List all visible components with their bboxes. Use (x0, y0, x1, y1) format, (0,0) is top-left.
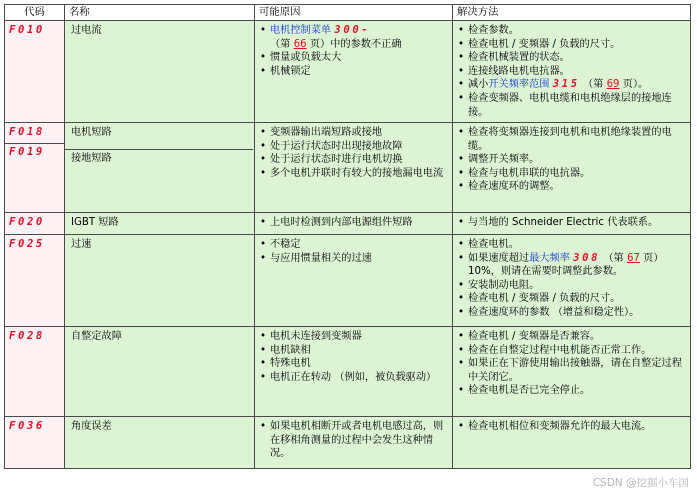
bullet-dot: • (260, 127, 267, 138)
fault-code-cell (5, 21, 65, 123)
page-ref-link: 67 (626, 252, 640, 264)
param-link-label: 电机控制菜单 (270, 25, 332, 36)
list-item (457, 65, 686, 79)
item-text: 检查电机 / 变频器 / 负载的尺寸。 (468, 293, 621, 305)
table-row (5, 21, 691, 123)
fault-name: 角度误差 (71, 421, 112, 432)
item-text: 电机缺相 (270, 344, 311, 356)
item-text: 检查电机是否已完全停止。 (468, 385, 591, 397)
item-text: 如果速度超过 (468, 252, 530, 264)
cause-list (259, 216, 448, 230)
fault-code-display: F018 (9, 126, 45, 138)
list-item (259, 420, 448, 461)
list-item (457, 167, 686, 181)
item-text: 多个电机并联时有较大的接地漏电电流 (270, 167, 444, 179)
cause-cell (255, 123, 453, 213)
bullet-dot: • (458, 25, 465, 36)
item-text: 检查在自整定过程中电机能否正常工作。 (468, 344, 652, 356)
bullet-dot: • (260, 421, 267, 432)
param-link-label: 开关频率范围 (488, 79, 550, 91)
fault-code-cell (5, 417, 65, 469)
item-text: 电机未连接到变频器 (270, 331, 362, 342)
fault-name-cell (65, 213, 255, 235)
bullet-dot: • (458, 65, 465, 77)
list-item (259, 344, 448, 358)
bullet-dot: • (458, 293, 465, 305)
cause-cell (255, 417, 453, 469)
list-item (259, 65, 448, 79)
bullet-dot: • (458, 385, 465, 397)
item-text: 检查速度环的调整。 (468, 181, 560, 193)
item-text: 检查将变频器连接到电机和电机绝缘装置的电缆。 (468, 127, 672, 152)
fault-code-cell (5, 327, 65, 417)
bullet-dot: • (458, 344, 465, 356)
param-link-label: 最大频率 (529, 252, 570, 264)
bullet-dot: • (458, 92, 465, 104)
cause-list (259, 126, 448, 180)
list-item (457, 180, 686, 194)
list-item (259, 238, 448, 252)
cause-list (259, 330, 448, 384)
item-text: 检查电机 / 变频器是否兼容。 (468, 331, 601, 342)
list-item (259, 140, 448, 154)
list-item (259, 216, 448, 230)
fault-name: 电机短路 (71, 127, 112, 138)
bullet-dot: • (260, 52, 267, 64)
fault-code-cell (5, 213, 65, 235)
list-item (457, 238, 686, 252)
fault-code (9, 216, 61, 230)
bullet-dot: • (260, 358, 267, 370)
fault-code (9, 24, 61, 38)
item-text: 连接线路电机电抗器。 (468, 65, 570, 77)
bullet-dot: • (458, 252, 465, 264)
fault-name-cell (65, 21, 255, 123)
item-text: （第 (603, 252, 627, 264)
item-text: 检查电机相位和变频器允许的最大电流。 (468, 421, 652, 432)
item-text: 检查变频器、电机电缆和电机绝缘层的接地连接。 (468, 92, 672, 118)
item-text: 特殊电机 (270, 358, 311, 370)
cause-cell (255, 21, 453, 123)
fault-table (4, 4, 691, 469)
bullet-dot: • (458, 79, 465, 91)
bullet-dot: • (458, 52, 465, 64)
table-row (5, 327, 691, 417)
bullet-dot: • (458, 154, 465, 166)
list-item (457, 306, 686, 320)
item-text: 如果电机相断开或者电机电感过高，则在移相角测量的过程中会发生这种情况。 (270, 421, 444, 460)
fault-code (9, 420, 61, 434)
fault-code (9, 330, 61, 344)
list-item (457, 216, 686, 230)
item-text: （第 (270, 38, 294, 50)
item-text: 检查机械装置的状态。 (468, 52, 570, 64)
bullet-dot: • (458, 167, 465, 179)
solution-list (457, 216, 686, 230)
bullet-dot: • (260, 140, 267, 152)
bullet-dot: • (458, 421, 465, 432)
bullet-dot: • (458, 306, 465, 318)
list-item (457, 51, 686, 65)
bullet-dot: • (260, 331, 267, 342)
fault-code-cell (5, 235, 65, 327)
cause-cell (255, 235, 453, 327)
item-text: 机械锁定 (270, 65, 311, 77)
item-text: 处于运行状态时出现接地故障 (270, 140, 403, 152)
cause-cell (255, 327, 453, 417)
solution-cell (453, 417, 691, 469)
item-text: 检查速度环的参数 （增益和稳定性）。 (468, 306, 640, 318)
bullet-dot: • (458, 279, 465, 291)
bullet-dot: • (260, 239, 267, 250)
list-item (457, 252, 686, 279)
solution-list (457, 24, 686, 119)
bullet-dot: • (260, 65, 267, 77)
list-item (457, 279, 686, 293)
item-text: 如果正在下游使用输出接触器，请在自整定过程中关闭它。 (468, 358, 682, 383)
param-code-display: 315 (552, 78, 580, 91)
solution-cell (453, 327, 691, 417)
page-ref-link: 69 (606, 79, 620, 91)
table-row (5, 123, 691, 213)
list-item (259, 252, 448, 266)
list-item (457, 92, 686, 119)
list-item (259, 371, 448, 385)
item-text: 变频器输出端短路或接地 (270, 127, 383, 138)
list-item (457, 330, 686, 344)
list-item (259, 38, 448, 52)
fault-name: 接地短路 (65, 149, 253, 166)
header-cause: 可能原因 (255, 5, 453, 21)
item-text: 电机正在转动 （例如，被负载驱动） (270, 371, 437, 383)
bullet-dot: • (260, 371, 267, 383)
item-text: 惯量或负载太大 (270, 52, 342, 64)
item-text: 上电时检测到内部电源组件短路 (270, 217, 413, 228)
fault-code (9, 126, 61, 140)
list-item (259, 51, 448, 65)
page-ref-link: 66 (293, 38, 307, 50)
fault-code (5, 143, 64, 160)
fault-code-display: F010 (9, 24, 45, 36)
list-item (457, 420, 686, 434)
cause-cell (255, 213, 453, 235)
fault-name: 自整定故障 (71, 331, 122, 342)
bullet-dot: • (260, 252, 267, 264)
solution-list (457, 238, 686, 320)
solution-cell (453, 123, 691, 213)
fault-code-display: F025 (9, 238, 45, 250)
table-row (5, 213, 691, 235)
param-code-display: 300- (334, 24, 371, 36)
bullet-dot: • (458, 217, 465, 228)
list-item (457, 292, 686, 306)
list-item (457, 24, 686, 38)
list-item (259, 24, 448, 38)
list-item (259, 330, 448, 344)
solution-list (457, 420, 686, 434)
list-item (259, 357, 448, 371)
table-row (5, 417, 691, 469)
bullet-dot: • (458, 38, 465, 50)
item-text: 与当地的 Schneider Electric 代表联系。 (468, 217, 659, 228)
item-text: 检查电机 / 变频器 / 负载的尺寸。 (468, 38, 621, 50)
item-text: 减小 (468, 79, 489, 91)
fault-name-cell (65, 123, 255, 213)
list-item (457, 153, 686, 167)
bullet-dot: • (260, 344, 267, 356)
bullet-dot: • (458, 127, 465, 138)
item-text: 检查电机。 (468, 239, 519, 250)
item-text: 页）中的参数不正确 (306, 38, 402, 50)
cause-list (259, 420, 448, 461)
fault-code-display: F028 (9, 330, 45, 342)
solution-list (457, 126, 686, 194)
list-item (457, 357, 686, 384)
list-item (457, 78, 686, 92)
item-text: 调整开关频率。 (468, 154, 540, 166)
param-code-display: 308 (573, 251, 601, 264)
list-item (457, 384, 686, 398)
item-text: （第 (582, 79, 607, 91)
fault-name-cell (65, 327, 255, 417)
list-item (259, 126, 448, 140)
solution-cell (453, 213, 691, 235)
fault-code-display: F036 (9, 420, 45, 432)
solution-list (457, 330, 686, 398)
bullet-dot: • (260, 167, 267, 179)
header-row (5, 5, 691, 21)
list-item (457, 126, 686, 153)
list-item (457, 344, 686, 358)
fault-name-cell (65, 235, 255, 327)
fault-code-cell (5, 123, 65, 213)
cause-list (259, 24, 448, 78)
bullet-dot: • (260, 154, 267, 166)
bullet-dot: • (458, 181, 465, 193)
list-item (259, 167, 448, 181)
header-name: 名称 (65, 5, 255, 21)
header-code: 代码 (5, 5, 65, 21)
fault-name: IGBT 短路 (71, 217, 119, 228)
item-text: 不稳定 (270, 239, 301, 250)
table-row (5, 235, 691, 327)
bullet-dot: • (260, 25, 267, 36)
watermark: CSDN @挖掘小车国 (592, 477, 689, 489)
item-text: 与应用惯量相关的过速 (270, 252, 372, 264)
fault-code-display: F020 (9, 216, 45, 228)
header-fix: 解决方法 (453, 5, 691, 21)
bullet-dot: • (260, 217, 267, 228)
fault-code (9, 238, 61, 252)
item-text: 检查参数。 (468, 25, 519, 36)
fault-name-cell (65, 417, 255, 469)
fault-name: 过速 (71, 239, 92, 250)
fault-code-display: F019 (9, 145, 45, 158)
item-text: 页）。 (619, 79, 649, 91)
list-item (259, 153, 448, 167)
list-item (457, 38, 686, 52)
item-text: 安装制动电阻。 (468, 279, 540, 291)
bullet-dot: • (458, 239, 465, 250)
item-text: 页）10%，则请在需要时调整此参数。 (468, 252, 664, 278)
solution-cell (453, 21, 691, 123)
item-text: 检查与电机串联的电抗器。 (468, 167, 591, 179)
solution-cell (453, 235, 691, 327)
item-text: 处于运行状态时进行电机切换 (270, 154, 403, 166)
bullet-dot: • (458, 331, 465, 342)
cause-list (259, 238, 448, 265)
bullet-dot: • (458, 358, 465, 370)
fault-name: 过电流 (71, 25, 102, 36)
